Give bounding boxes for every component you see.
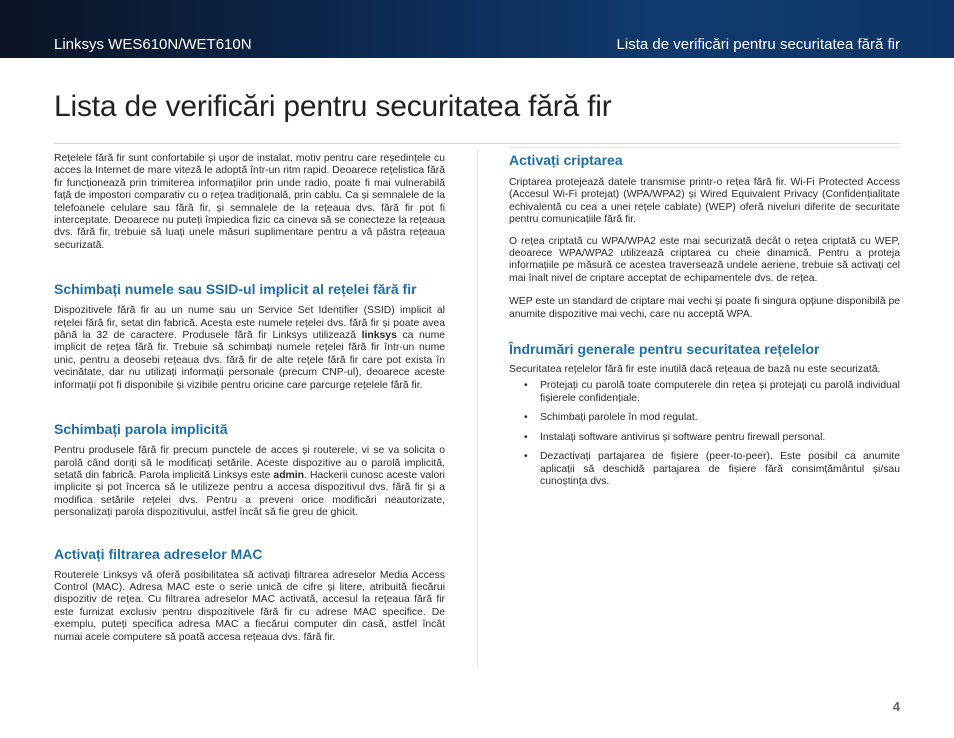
security-guidelines-list xyxy=(509,380,900,488)
header-section-title: Lista de verificări pentru securitatea fără fir xyxy=(616,36,900,53)
column-divider xyxy=(477,150,478,668)
password-text-part1: Pentru produsele fără fir precum punctele de acces și routerele, vi se va solicita o parolă când doriți să le modificați setările. Aceste dispozitive au o parolă implicită, setată din fabrică. Parola implicită Linksys este xyxy=(54,445,445,481)
page-number: 4 xyxy=(892,699,900,714)
title-divider xyxy=(54,143,900,144)
page-title: Lista de verificări pentru securitatea fără fir xyxy=(54,90,612,123)
section-heading-general-security: Îndrumări generale pentru securitatea rețelelor xyxy=(509,341,820,358)
bullet-marker: • xyxy=(524,451,528,463)
section-heading-password: Schimbați parola implicită xyxy=(54,421,228,438)
encryption-paragraph-3: WEP este un standard de criptare mai vechi și poate fi singura opțiune disponibilă pe anumite dispozitive mai vechi, care nu acceptă WPA. xyxy=(509,296,900,320)
list-item-text: Instalați software antivirus și software pentru firewall personal. xyxy=(540,431,826,443)
default-password: admin xyxy=(273,469,305,481)
general-security-intro: Securitatea rețelelor fără fir este inutilă dacă rețeaua de bază nu este securizată. xyxy=(509,364,881,376)
ssid-text-part2: ca nume implicit de rețea fără fir. Trebuie să schimbați numele rețelei fără fir într-un nume unic, pentru a deosebi rețeaua dvs. fără fir de alte rețele fără fir care pot exista în vecinătate, dar nu utilizați informații personale (precum CNP-ul), deoarece aceste informații pot fi disponibile și vizibile pentru oricine care parcurge rețelele fără fir. xyxy=(54,330,445,391)
section-heading-encryption: Activați criptarea xyxy=(509,152,623,168)
mac-paragraph: Routerele Linksys vă oferă posibilitatea să activați filtrarea adreselor Media Access Control (MAC). Adresa MAC este o serie unică de cifre și litere, atribuită fiecărui dispozitiv de rețea. Cu filtrarea adreselor MAC activată, accesul la rețeaua fără fir este furnizat exclusiv pentru dispozitivele fără fir cu adrese MAC specifice. De exemplu, puteți specifica adresa MAC a fiecărui computer din casă, astfel încât numai acele computere să poată accesa rețeaua dvs. fără fir. xyxy=(54,569,445,643)
title-divider-secondary xyxy=(509,147,900,148)
list-item-text: Dezactivați partajarea de fișiere (peer-to-peer). Este posibil ca anumite aplicații să deschidă partajarea de fișiere fără consimțământul și/sau cunoștința dvs. xyxy=(540,451,900,487)
list-item xyxy=(509,432,900,444)
password-paragraph xyxy=(54,445,445,519)
ssid-paragraph xyxy=(54,305,445,392)
encryption-paragraph-2: O rețea criptată cu WPA/WPA2 este mai securizată decât o rețea criptată cu WEP, deoarece WPA/WPA2 utilizează criptarea cu cheie dinamică. Pentru a proteja informațiile pe măsură ce acestea traversează undele aeriene, trebuie să activați cel mai înalt nivel de criptare acceptat de echipamentele dvs. de rețea. xyxy=(509,235,900,284)
section-heading-mac: Activați filtrarea adreselor MAC xyxy=(54,545,263,562)
intro-paragraph: Rețelele fără fir sunt confortabile și ușor de instalat, motiv pentru care reședințele cu acces la Internet de mare viteză le adoptă într-un ritm rapid. Deoarece rețelistica fără fir funcționează prin trimiterea informațiilor prin unde radio, poate fi mai vulnerabilă față de impostori comparativ cu o rețea tradițională, prin cablu. Ca și semnalele de la telefoanele celulare sau fără fir, și semnalele de la rețeaua dvs. fără fir pot fi interceptate. Deoarece nu puteți împiedica fizic ca cineva să se conecteze la rețeaua dvs. fără fir, trebuie să luați unele măsuri suplimentare pentru a vă păstra rețeaua securizată. xyxy=(54,153,445,251)
password-text-part2: . Hackerii cunosc aceste valori implicite și pot încerca să le utilizeze pentru a accesa dispozitivul dvs. fără fir și a modifica setările rețelei dvs. Pentru a preveni orice modificări neautorizate, personalizați parola dispozitivului, astfel încât să fie greu de ghicit. xyxy=(54,469,445,519)
page-header xyxy=(0,0,954,58)
encryption-paragraph-1: Criptarea protejează datele transmise printr-o rețea fără fir. Wi-Fi Protected Access (Accesul Wi-Fi protejat) (WPA/WPA2) și Wired Equivalent Privacy (Confidențialitate echivalentă cu cea a unei rețele cablate) (WEP) oferă niveluri diferite de securitate pentru comunicațiile fără fir. xyxy=(509,177,900,226)
ssid-text-part1: Dispozitivele fără fir au un nume sau un Service Set Identifier (SSID) implicit al rețelei fără fir, setat din fabrică. Acesta este numele rețelei dvs. fără fir și poate avea până la 32 de caractere. Produsele fără fir Linksys utilizează xyxy=(54,305,445,342)
section-heading-ssid: Schimbați numele sau SSID-ul implicit al rețelei fără fir xyxy=(54,281,417,298)
right-column xyxy=(509,152,900,488)
list-item xyxy=(509,451,900,488)
list-item xyxy=(509,412,900,424)
bullet-marker: • xyxy=(524,380,528,392)
bullet-marker: • xyxy=(524,431,528,443)
bullet-marker: • xyxy=(524,412,528,424)
left-column xyxy=(54,153,445,644)
ssid-default-name: linksys xyxy=(361,330,397,342)
list-item xyxy=(509,380,900,405)
list-item-text: Protejați cu parolă toate computerele din rețea și protejați cu parolă individual fișierele confidențiale. xyxy=(540,380,900,404)
list-item-text: Schimbați parolele în mod regulat. xyxy=(540,412,698,424)
header-product-name: Linksys WES610N/WET610N xyxy=(54,36,252,53)
